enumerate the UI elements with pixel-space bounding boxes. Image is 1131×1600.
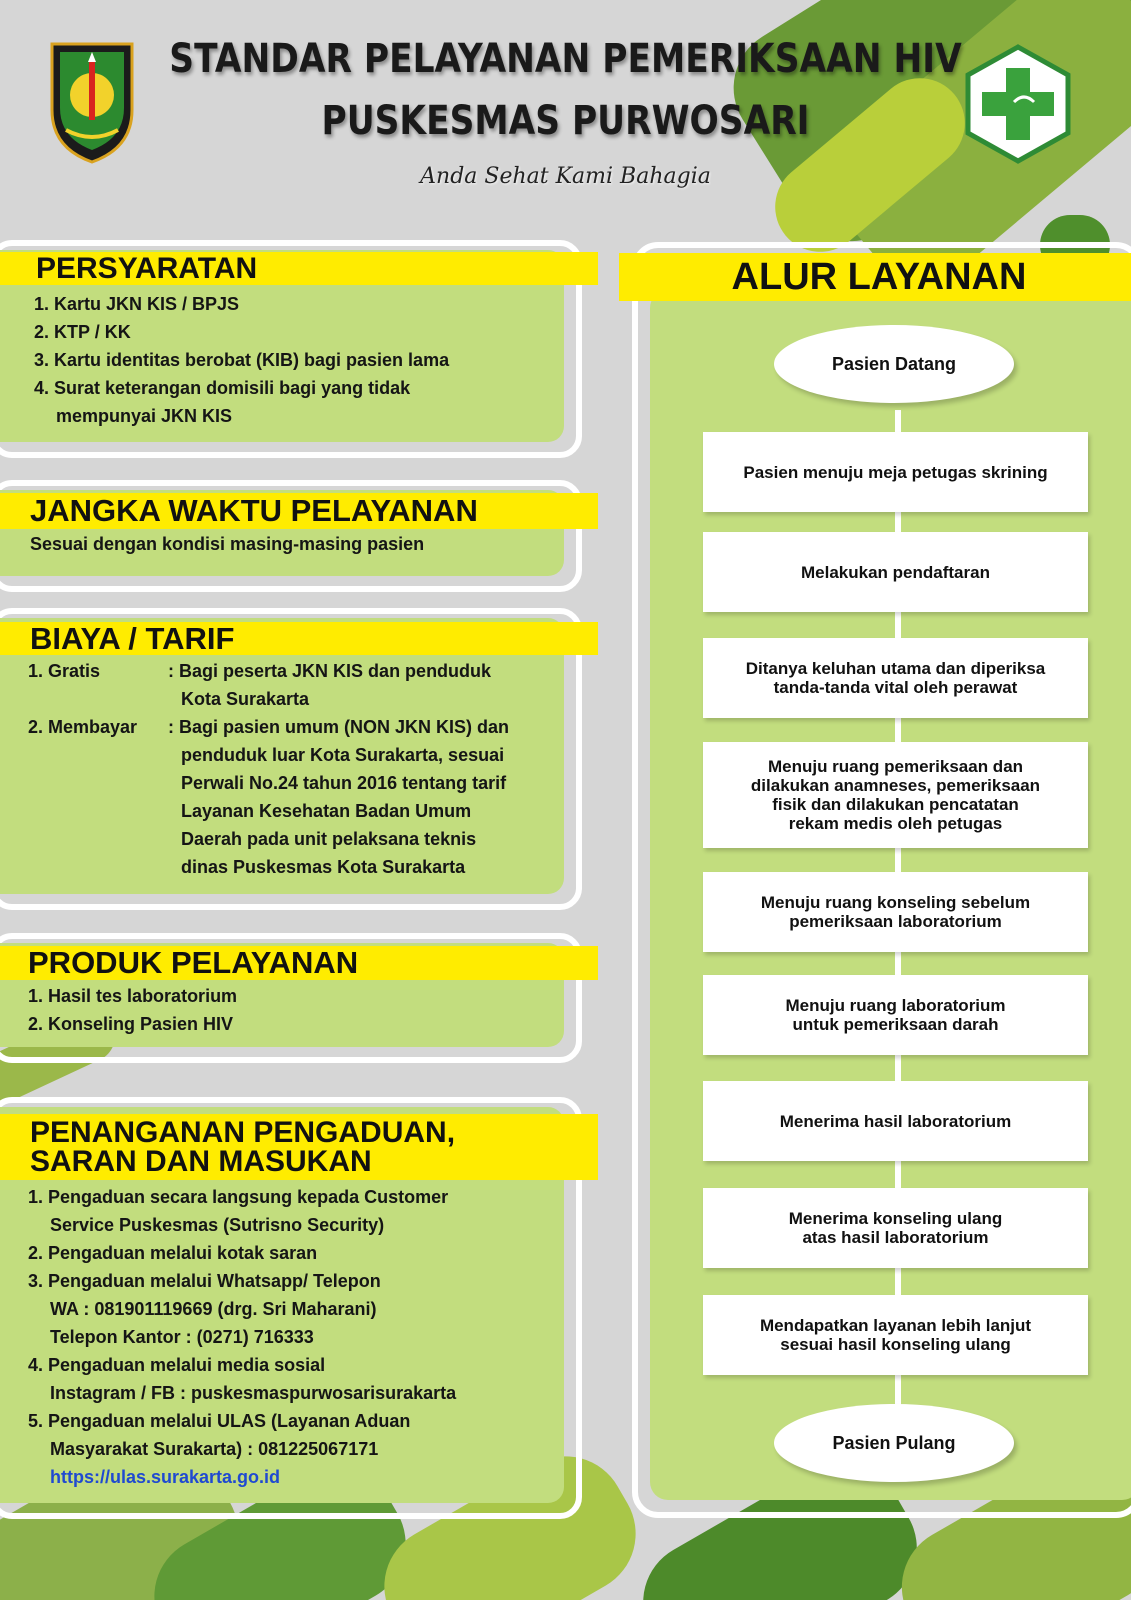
biaya-item-text: Daerah pada unit pelaksana teknis [181, 829, 477, 849]
biaya-item-label: 1. Gratis [28, 661, 101, 681]
produk-heading-banner [0, 946, 598, 980]
produk-item: 1. Hasil tes laboratorium [28, 986, 238, 1006]
produk-list [28, 982, 237, 1038]
persyaratan-item: 1. Kartu JKN KIS / BPJS [34, 294, 240, 314]
flow-step: Menerima hasil laboratorium [703, 1081, 1088, 1161]
right-logo [964, 44, 1072, 164]
pengaduan-item: Telepon Kantor : (0271) 716333 [50, 1327, 314, 1347]
flow-step: Menuju ruang konseling sebelum pemeriksaan laboratorium [703, 872, 1088, 952]
pengaduan-item: WA : 081901119669 (drg. Sri Maharani) [50, 1299, 377, 1319]
biaya-list [28, 657, 509, 881]
pengaduan-heading-line1: PENANGANAN PENGADUAN, [30, 1116, 456, 1149]
biaya-item-text: : Bagi pasien umum (NON JKN KIS) dan [168, 717, 510, 737]
biaya-item-text: Kota Surakarta [181, 689, 310, 709]
pengaduan-item: 2. Pengaduan melalui kotak saran [28, 1243, 318, 1263]
pengaduan-item: 1. Pengaduan secara langsung kepada Customer [28, 1187, 449, 1207]
flow-step: Mendapatkan layanan lebih lanjut sesuai hasil konseling ulang [703, 1295, 1088, 1375]
flow-step: Melakukan pendaftaran [703, 532, 1088, 612]
persyaratan-item: 4. Surat keterangan domisili bagi yang tidak [34, 378, 411, 398]
pengaduan-heading-banner [0, 1114, 598, 1180]
flow-step: Ditanya keluhan utama dan diperiksa tanda-tanda vital oleh perawat [703, 638, 1088, 718]
page-title-line2: PUSKESMAS PURWOSARI [321, 98, 810, 144]
flow-start-oval: Pasien Datang [774, 325, 1014, 403]
biaya-item-text: penduduk luar Kota Surakarta, sesuai [181, 745, 505, 765]
biaya-heading-banner [0, 622, 598, 655]
persyaratan-list [34, 290, 449, 430]
flow-step: Pasien menuju meja petugas skrining [703, 432, 1088, 512]
flow-step: Menuju ruang pemeriksaan dan dilakukan anamneses, pemeriksaan fisik dan dilakukan pencatatan rekam medis oleh petugas [703, 742, 1088, 848]
tagline: Anda Sehat Kami Bahagia [420, 164, 711, 189]
pengaduan-item: 3. Pengaduan melalui Whatsapp/ Telepon [28, 1271, 381, 1291]
pengaduan-item: Masyarakat Surakarta) : 081225067171 [50, 1439, 379, 1459]
flow-step: Menuju ruang laboratorium untuk pemeriksaan darah [703, 975, 1088, 1055]
persyaratan-item: 3. Kartu identitas berobat (KIB) bagi pasien lama [34, 350, 450, 370]
jangka-waktu-heading-banner [0, 493, 598, 529]
biaya-item-label: 2. Membayar [28, 717, 138, 737]
persyaratan-item: 2. KTP / KK [34, 322, 131, 342]
biaya-heading: BIAYA / TARIF [30, 621, 235, 656]
flow-step: Menerima konseling ulang atas hasil laboratorium [703, 1188, 1088, 1268]
pengaduan-item: Instagram / FB : puskesmaspurwosarisurakarta [50, 1383, 457, 1403]
biaya-item-text: dinas Puskesmas Kota Surakarta [181, 857, 466, 877]
pengaduan-item: 4. Pengaduan melalui media sosial [28, 1355, 326, 1375]
persyaratan-heading-banner [0, 252, 598, 285]
jangka-waktu-text: Sesuai dengan kondisi masing-masing pasien [30, 534, 425, 554]
health-cross-icon [964, 44, 1072, 164]
biaya-item-text: Layanan Kesehatan Badan Umum [181, 801, 472, 821]
jangka-waktu-heading: JANGKA WAKTU PELAYANAN [30, 493, 478, 528]
produk-item: 2. Konseling Pasien HIV [28, 1014, 234, 1034]
ulas-link[interactable]: https://ulas.surakarta.go.id [50, 1467, 281, 1487]
biaya-item-text: : Bagi peserta JKN KIS dan penduduk [168, 661, 492, 681]
pengaduan-heading-line2: SARAN DAN MASUKAN [30, 1145, 372, 1178]
biaya-item-text: Perwali No.24 tahun 2016 tentang tarif [181, 773, 507, 793]
produk-heading: PRODUK PELAYANAN [28, 945, 359, 980]
pengaduan-item: 5. Pengaduan melalui ULAS (Layanan Aduan [28, 1411, 411, 1431]
pengaduan-item: Service Puskesmas (Sutrisno Security) [50, 1215, 385, 1235]
page-title-line1: STANDAR PELAYANAN PEMERIKSAAN HIV [169, 36, 962, 82]
flow-end-oval: Pasien Pulang [774, 1404, 1014, 1482]
pengaduan-list [28, 1183, 456, 1491]
alur-heading: ALUR LAYANAN [619, 253, 1131, 301]
persyaratan-heading: PERSYARATAN [36, 252, 258, 285]
persyaratan-item: mempunyai JKN KIS [56, 406, 233, 426]
